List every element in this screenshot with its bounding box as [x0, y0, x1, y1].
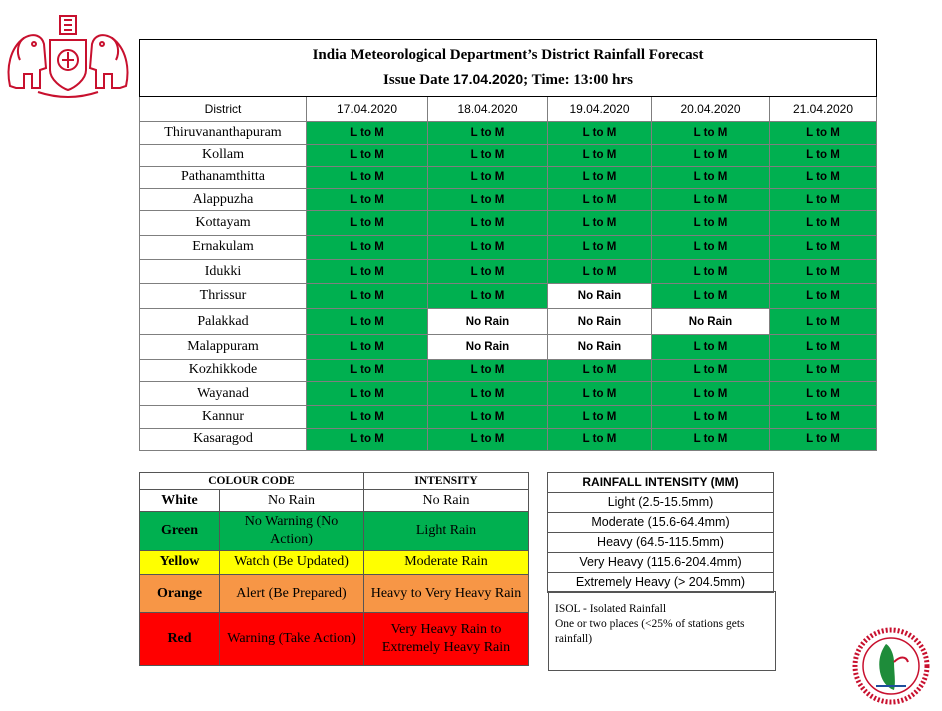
issue-line	[140, 67, 876, 92]
forecast-cell: No Rain	[428, 335, 548, 359]
district-row	[140, 406, 877, 428]
district-name: Idukki	[140, 260, 307, 284]
forecast-cell: L to M	[428, 284, 548, 308]
district-forecast-table	[139, 39, 877, 451]
district-name: Kollam	[140, 144, 307, 166]
district-name: Wayanad	[140, 381, 307, 405]
forecast-cell: L to M	[652, 381, 770, 405]
district-name: Alappuzha	[140, 189, 307, 211]
issue-time: ; Time: 13:00 hrs	[523, 72, 633, 89]
forecast-cell: L to M	[652, 406, 770, 428]
forecast-cell: L to M	[770, 381, 877, 405]
forecast-cell: L to M	[770, 189, 877, 211]
district-row	[140, 211, 877, 235]
forecast-cell: L to M	[548, 359, 652, 381]
forecast-cell: L to M	[428, 406, 548, 428]
intensity-moderate: Moderate (15.6-64.4mm)	[548, 513, 774, 533]
forecast-cell: L to M	[307, 284, 428, 308]
date-column-header: 19.04.2020	[548, 96, 652, 121]
district-name: Kasaragod	[140, 428, 307, 451]
forecast-cell: L to M	[770, 428, 877, 451]
colour-code-legend	[139, 472, 529, 666]
district-name: Ernakulam	[140, 235, 307, 259]
district-row	[140, 235, 877, 259]
forecast-cell: L to M	[652, 211, 770, 235]
forecast-cell: L to M	[770, 406, 877, 428]
forecast-title-cell	[140, 40, 877, 97]
forecast-cell: L to M	[548, 189, 652, 211]
legend-colour-name: White	[140, 490, 220, 512]
district-row	[140, 122, 877, 144]
district-name: Thiruvananthapuram	[140, 122, 307, 144]
district-row	[140, 284, 877, 308]
forecast-cell: L to M	[307, 359, 428, 381]
forecast-cell: L to M	[652, 260, 770, 284]
legend-meaning: Alert (Be Prepared)	[220, 575, 364, 613]
legend-intensity: Very Heavy Rain to Extremely Heavy Rain	[364, 613, 529, 666]
district-row	[140, 335, 877, 359]
forecast-cell: L to M	[428, 260, 548, 284]
forecast-cell: L to M	[428, 211, 548, 235]
forecast-cell: L to M	[652, 166, 770, 188]
rainfall-intensity-table	[547, 472, 774, 593]
forecast-cell: L to M	[652, 144, 770, 166]
legend-colour-name: Yellow	[140, 550, 220, 574]
forecast-cell: L to M	[770, 308, 877, 334]
forecast-cell: L to M	[428, 359, 548, 381]
forecast-cell: L to M	[548, 211, 652, 235]
district-row	[140, 144, 877, 166]
legend-colour-name: Red	[140, 613, 220, 666]
forecast-cell: L to M	[428, 166, 548, 188]
district-row	[140, 189, 877, 211]
legend-row-green	[140, 512, 529, 550]
forecast-cell: No Rain	[428, 308, 548, 334]
forecast-cell: L to M	[770, 166, 877, 188]
legend-intensity: Light Rain	[364, 512, 529, 550]
legend-meaning: No Warning (No Action)	[220, 512, 364, 550]
intensity-extremely-heavy: Extremely Heavy (> 204.5mm)	[548, 573, 774, 593]
forecast-cell: L to M	[770, 235, 877, 259]
intensity-heavy: Heavy (64.5-115.5mm)	[548, 533, 774, 553]
district-name: Palakkad	[140, 308, 307, 334]
district-name: Kannur	[140, 406, 307, 428]
date-header-row	[140, 96, 877, 121]
issue-date-value: 17.04.2020	[453, 71, 524, 88]
date-column-header: 18.04.2020	[428, 96, 548, 121]
forecast-cell: L to M	[428, 144, 548, 166]
date-column-header: 17.04.2020	[307, 96, 428, 121]
district-name: Pathanamthitta	[140, 166, 307, 188]
legend-row-orange	[140, 575, 529, 613]
kerala-disaster-authority-seal-icon	[850, 626, 932, 706]
district-row	[140, 359, 877, 381]
forecast-cell: L to M	[652, 359, 770, 381]
forecast-cell: L to M	[428, 189, 548, 211]
legend-meaning: No Rain	[220, 490, 364, 512]
forecast-cell: L to M	[652, 189, 770, 211]
forecast-cell: L to M	[652, 284, 770, 308]
forecast-cell: L to M	[428, 428, 548, 451]
legend-colour-name: Orange	[140, 575, 220, 613]
forecast-cell: L to M	[770, 335, 877, 359]
forecast-cell: L to M	[307, 428, 428, 451]
forecast-cell: L to M	[652, 335, 770, 359]
legend-meaning: Warning (Take Action)	[220, 613, 364, 666]
district-name: Thrissur	[140, 284, 307, 308]
intensity-very-heavy: Very Heavy (115.6-204.4mm)	[548, 553, 774, 573]
legend-intensity: Moderate Rain	[364, 550, 529, 574]
kerala-emblem-icon	[4, 8, 132, 100]
page-title: India Meteorological Department’s District Rainfall Forecast	[312, 47, 704, 64]
legend-intensity: Heavy to Very Heavy Rain	[364, 575, 529, 613]
forecast-cell: L to M	[652, 428, 770, 451]
district-row	[140, 308, 877, 334]
legend-row-white	[140, 490, 529, 512]
forecast-cell: L to M	[548, 428, 652, 451]
legend-row-yellow	[140, 550, 529, 574]
forecast-cell: L to M	[770, 260, 877, 284]
forecast-cell: L to M	[428, 381, 548, 405]
forecast-cell: L to M	[770, 284, 877, 308]
forecast-cell: L to M	[307, 381, 428, 405]
forecast-cell: L to M	[307, 189, 428, 211]
forecast-cell: L to M	[548, 166, 652, 188]
date-column-header: 20.04.2020	[652, 96, 770, 121]
isol-note	[548, 591, 776, 671]
district-row	[140, 260, 877, 284]
forecast-cell: L to M	[652, 122, 770, 144]
legend-colour-name: Green	[140, 512, 220, 550]
forecast-cell: L to M	[770, 144, 877, 166]
forecast-cell: L to M	[548, 406, 652, 428]
forecast-cell: L to M	[548, 144, 652, 166]
forecast-cell: L to M	[770, 211, 877, 235]
intensity-header: INTENSITY	[364, 473, 529, 490]
forecast-cell: L to M	[548, 260, 652, 284]
forecast-cell: L to M	[428, 122, 548, 144]
date-column-header: 21.04.2020	[770, 96, 877, 121]
isol-description: One or two places (<25% of stations gets rainfall)	[555, 618, 745, 645]
forecast-cell: No Rain	[548, 284, 652, 308]
district-row	[140, 428, 877, 451]
intensity-light: Light (2.5-15.5mm)	[548, 493, 774, 513]
forecast-cell: L to M	[307, 308, 428, 334]
district-name: Kottayam	[140, 211, 307, 235]
forecast-cell: L to M	[548, 235, 652, 259]
forecast-cell: L to M	[652, 235, 770, 259]
forecast-cell: No Rain	[652, 308, 770, 334]
legend-meaning: Watch (Be Updated)	[220, 550, 364, 574]
district-name: Kozhikkode	[140, 359, 307, 381]
district-name: Malappuram	[140, 335, 307, 359]
forecast-cell: L to M	[307, 260, 428, 284]
forecast-cell: No Rain	[548, 308, 652, 334]
district-row	[140, 166, 877, 188]
forecast-cell: L to M	[307, 211, 428, 235]
forecast-cell: L to M	[770, 359, 877, 381]
forecast-cell: L to M	[307, 335, 428, 359]
forecast-cell: L to M	[307, 122, 428, 144]
legend-intensity: No Rain	[364, 490, 529, 512]
colour-code-header: COLOUR CODE	[140, 473, 364, 490]
district-row	[140, 381, 877, 405]
forecast-cell: L to M	[307, 235, 428, 259]
issue-date-label: Issue Date	[383, 72, 450, 89]
legend-row-red	[140, 613, 529, 666]
forecast-cell: L to M	[428, 235, 548, 259]
district-column-header: District	[140, 96, 307, 121]
intensity-table-title: RAINFALL INTENSITY (MM)	[548, 473, 774, 493]
forecast-cell: L to M	[548, 381, 652, 405]
forecast-cell: L to M	[307, 144, 428, 166]
forecast-cell: No Rain	[548, 335, 652, 359]
forecast-cell: L to M	[770, 122, 877, 144]
forecast-cell: L to M	[548, 122, 652, 144]
forecast-cell: L to M	[307, 166, 428, 188]
forecast-cell: L to M	[307, 406, 428, 428]
isol-definition: ISOL - Isolated Rainfall	[555, 603, 667, 615]
